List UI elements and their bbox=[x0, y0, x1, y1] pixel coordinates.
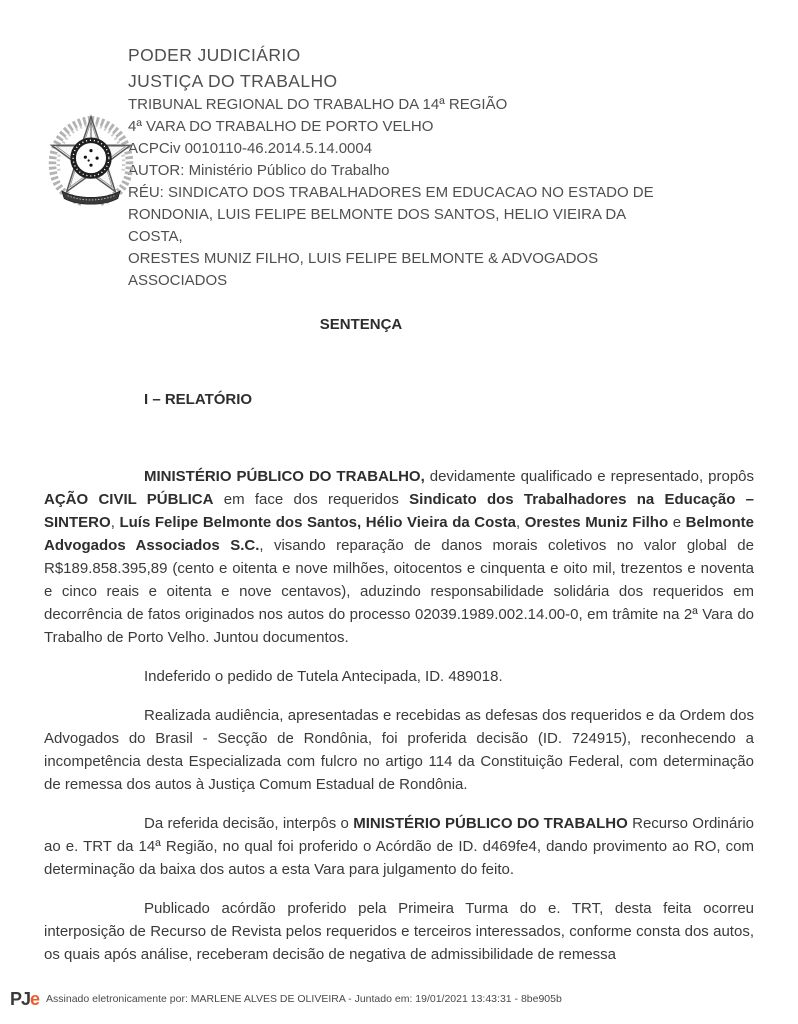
text-run: , visando reparação de danos morais coletivos no valor global de R$189.858.395,89 (cento e oitenta e nove milhões, oitocentos e cinquenta e oito mil, trezentos e noventa e cinco reais e oitenta e nove centavos), aduzindo responsabilidade solidária dos requeridos em decorrência de fatos originados nos autos do processo 02039.1989.002.14.00-0, em trâmite na 2ª Vara do Trabalho de Porto Velho. Juntou documentos. bbox=[44, 537, 754, 646]
text-run: Realizada audiência, apresentadas e recebidas as defesas dos requeridos e da Ordem dos Advogados do Brasil - Secção de Rondônia, foi proferida decisão (ID. 724915), reconhecendo a incompetência desta Especializada com fulcro no artigo 114 da Constituição Federal, com determinação de remessa dos autos à Justiça Comum Estadual de Rondônia. bbox=[44, 707, 754, 793]
court-header-text bbox=[128, 0, 798, 292]
court-info-line: AUTOR: Ministério Público do Trabalho bbox=[128, 162, 390, 179]
text-run: em face dos requeridos bbox=[213, 491, 410, 508]
bold-text-run: MINISTÉRIO PÚBLICO DO TRABALHO bbox=[353, 815, 628, 832]
defendant-lines bbox=[128, 182, 658, 292]
bold-text-run: Luís Felipe Belmonte dos Santos, Hélio Vieira da Costa bbox=[119, 514, 516, 531]
paragraph bbox=[44, 812, 754, 881]
bold-text-run: Sindicato dos Trabalhadores na Educação – SINTERO bbox=[44, 491, 755, 531]
defendant-line: ASSOCIADOS bbox=[128, 272, 228, 289]
text-run: Da referida decisão, interpôs o bbox=[144, 815, 354, 832]
paragraph bbox=[44, 465, 754, 649]
text-run: , bbox=[110, 514, 120, 531]
text-run: e bbox=[668, 514, 686, 531]
bold-text-run: MINISTÉRIO PÚBLICO DO TRABALHO, bbox=[144, 468, 425, 485]
header-line-poder-judiciario: PODER JUDICIÁRIO bbox=[128, 45, 301, 65]
text-run: , bbox=[516, 514, 525, 531]
text-run: devidamente qualificado e representado, propôs bbox=[424, 468, 755, 485]
paragraph bbox=[44, 897, 754, 966]
defendant-line: ORESTES MUNIZ FILHO, LUIS FELIPE BELMONTE & ADVOGADOS bbox=[128, 250, 599, 267]
court-info-line: TRIBUNAL REGIONAL DO TRABALHO DA 14ª REGIÃO bbox=[128, 96, 508, 113]
header-line-justica-trabalho: JUSTIÇA DO TRABALHO bbox=[128, 71, 338, 91]
bold-text-run: AÇÃO CIVIL PÚBLICA bbox=[44, 491, 214, 508]
section-heading-relatorio: I – RELATÓRIO bbox=[144, 391, 253, 408]
text-run: Recurso Ordinário ao e. TRT da 14ª Região, no qual foi proferido o Acórdão de ID. d469fe4, dando provimento ao RO, com determinação da baixa dos autos a esta Vara para julgamento do feito. bbox=[44, 815, 754, 878]
pje-logo-pj: PJ bbox=[10, 989, 31, 1009]
bold-text-run: Orestes Muniz Filho bbox=[524, 514, 669, 531]
court-info-lines bbox=[128, 94, 658, 182]
defendant-line: RONDONIA, LUIS FELIPE BELMONTE DOS SANTOS, HELIO VIEIRA DA COSTA, bbox=[128, 206, 626, 245]
paragraph bbox=[44, 704, 754, 796]
signature-footer bbox=[10, 988, 562, 1010]
paragraph bbox=[44, 665, 754, 688]
defendant-line: RÉU: SINDICATO DOS TRABALHADORES EM EDUCACAO NO ESTADO DE bbox=[128, 184, 654, 201]
bold-text-run: Belmonte Advogados Associados S.C. bbox=[44, 514, 755, 554]
document-header bbox=[0, 0, 798, 292]
text-run: Indeferido o pedido de Tutela Antecipada, ID. 489018. bbox=[144, 668, 503, 685]
court-info-line: 4ª VARA DO TRABALHO DE PORTO VELHO bbox=[128, 118, 434, 135]
document-body bbox=[44, 465, 754, 966]
electronic-signature-text: Assinado eletronicamente por: MARLENE ALVES DE OLIVEIRA - Juntado em: 19/01/2021 13:43:31 - 8be905b bbox=[46, 993, 562, 1005]
pje-logo-icon bbox=[10, 988, 39, 1010]
court-info-line: ACPCiv 0010110-46.2014.5.14.0004 bbox=[128, 140, 373, 157]
text-run: Publicado acórdão proferido pela Primeira Turma do e. TRT, desta feita ocorreu interposição de Recurso de Revista pelos requeridos e terceiros interessados, conforme consta dos autos, os quais após análise, receberam decisão de negativa de admissibilidade de remessa bbox=[44, 900, 754, 963]
pje-logo-e: e bbox=[30, 989, 40, 1009]
brazil-coat-of-arms-icon bbox=[44, 112, 138, 208]
document-title: SENTENÇA bbox=[319, 316, 403, 333]
